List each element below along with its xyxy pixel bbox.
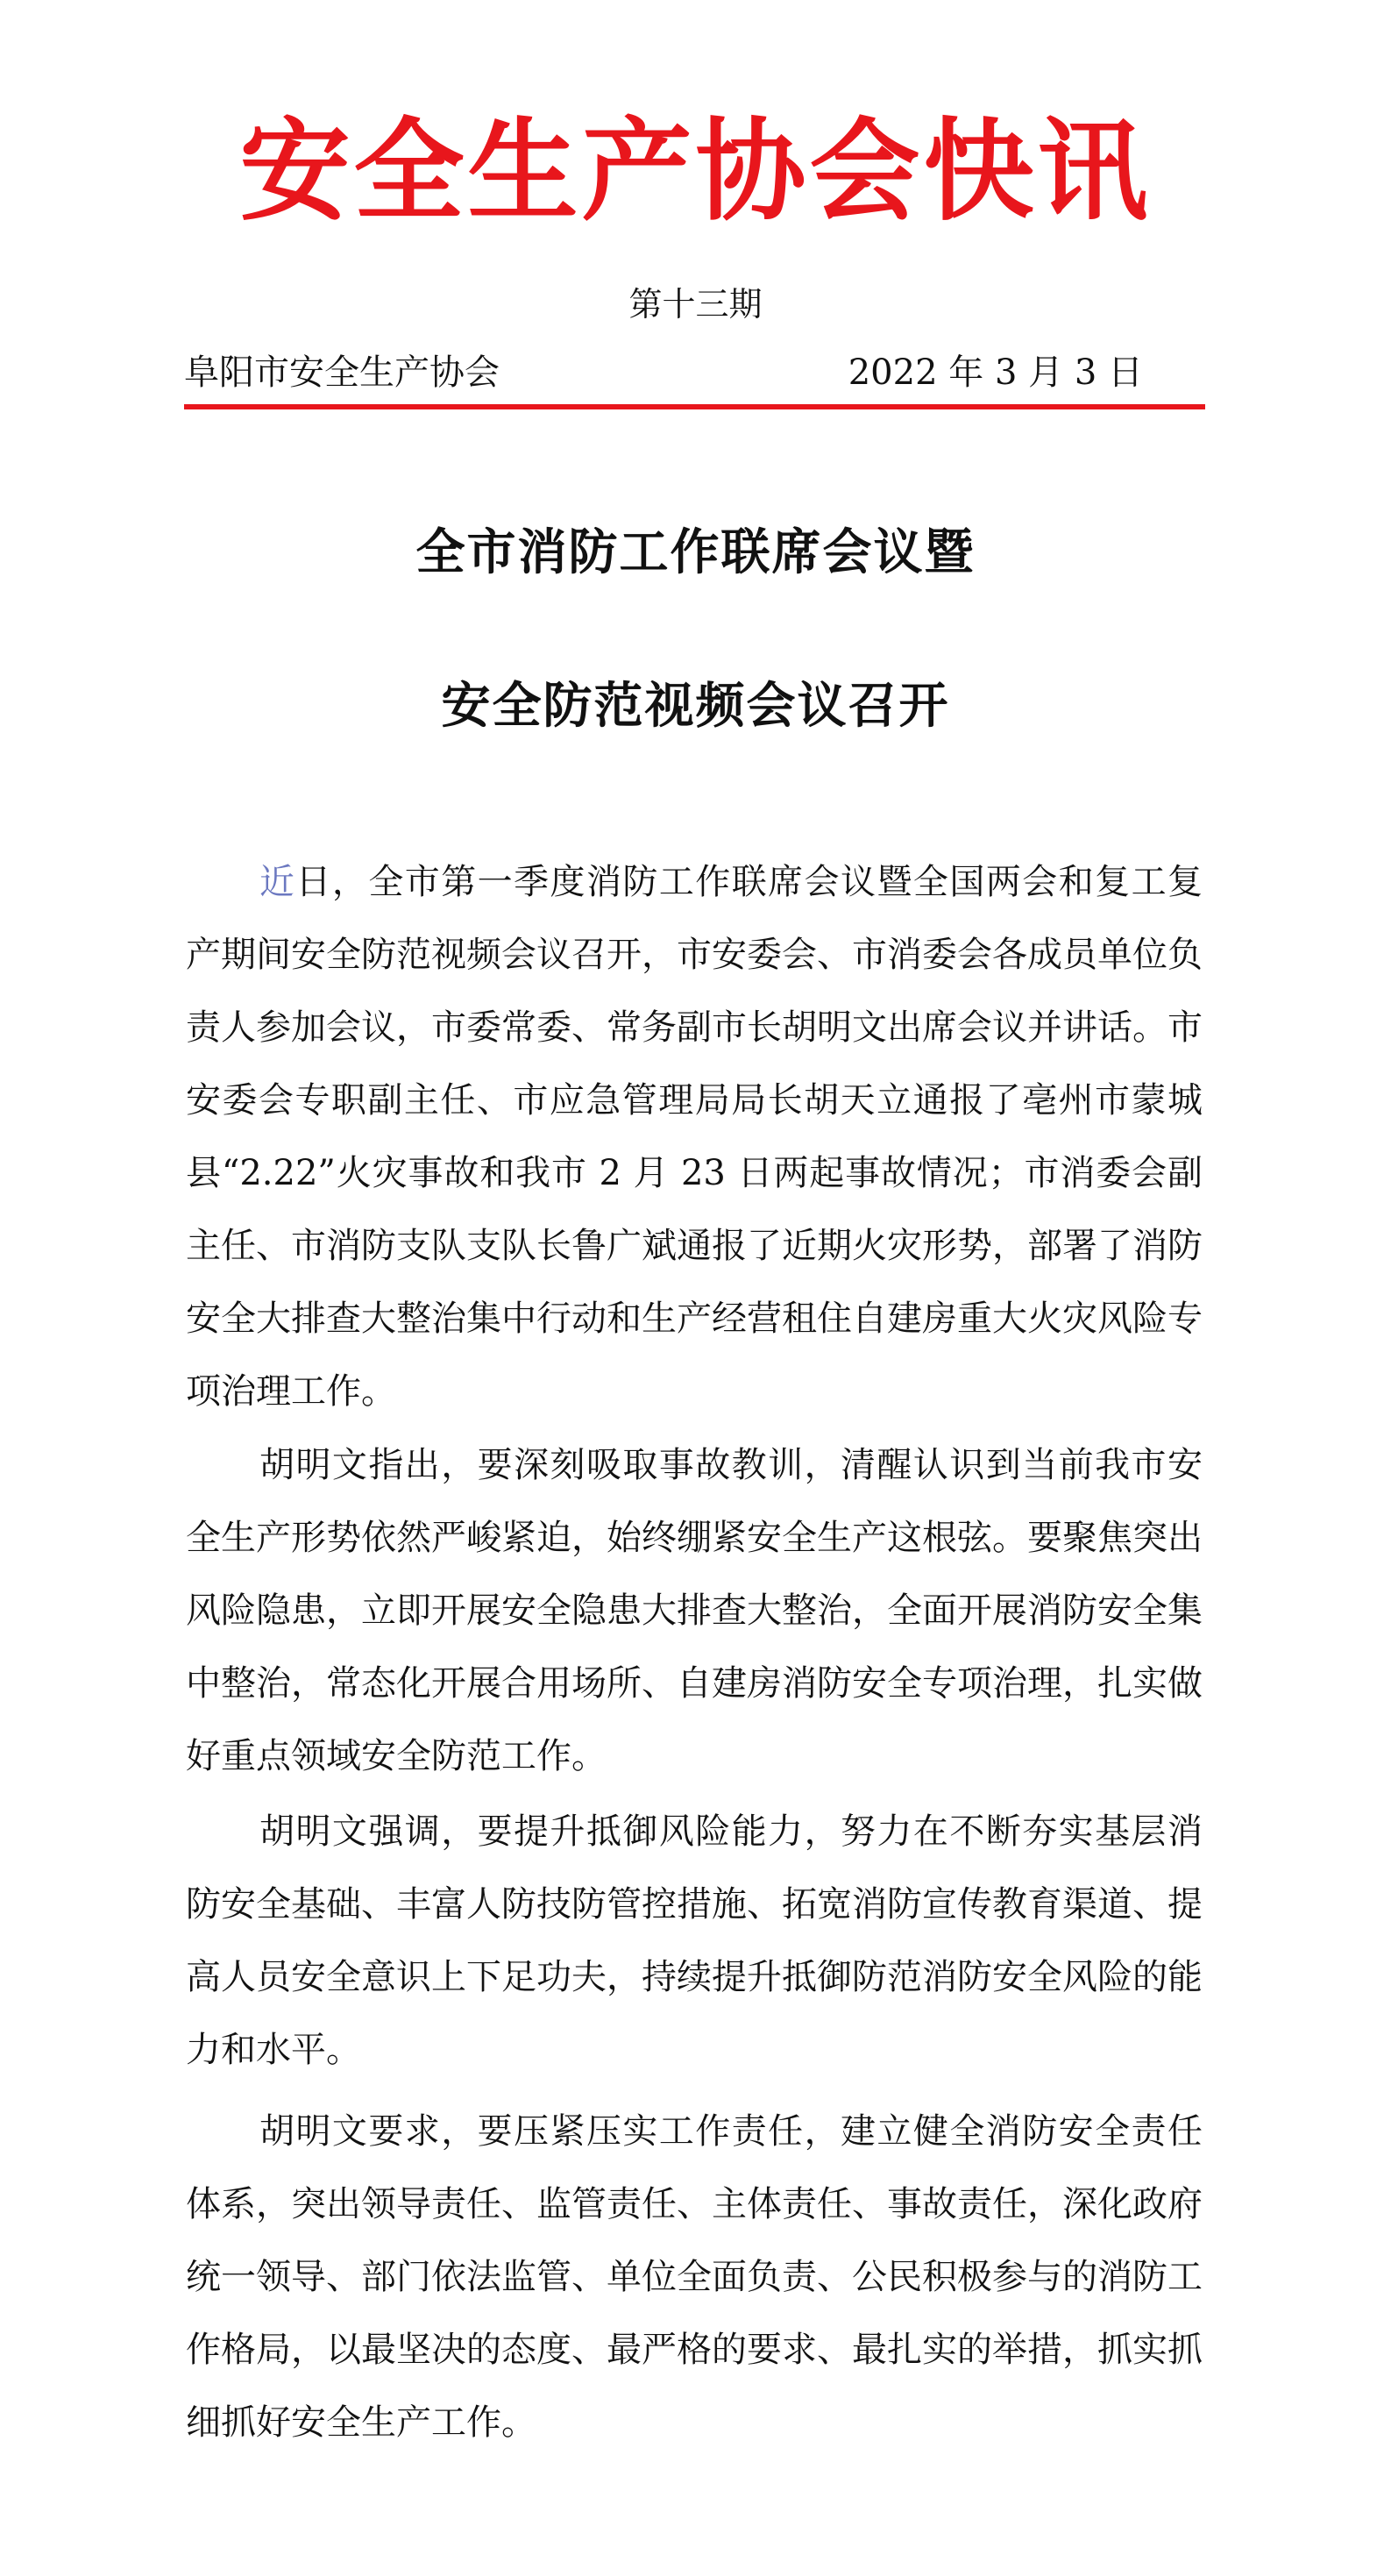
paragraph-1-first-char: 近 xyxy=(259,862,296,902)
publish-date: 2022 年 3 月 3 日 xyxy=(848,352,1143,393)
organization-name: 阜阳市安全生产协会 xyxy=(184,352,500,393)
article-paragraph-1 xyxy=(186,846,1203,1428)
article-paragraph-4: 胡明文要求，要压紧压实工作责任，建立健全消防安全责任体系，突出领导责任、监管责任、主体责任、事故责任，深化政府统一领导、部门依法监管、单位全面负责、公民积极参与的消防工作格局，以最坚决的态度、最严格的要求、最扎实的举措，抓实抓细抓好安全生产工作。 xyxy=(186,2111,1203,2443)
masthead-title: 安全生产协会快讯 xyxy=(239,106,1152,236)
header-meta-row xyxy=(184,346,1162,399)
article-paragraph-3: 胡明文强调，要提升抵御风险能力，努力在不断夯实基层消防安全基础、丰富人防技防管控措施、拓宽消防宣传教育渠道、提高人员安全意识上下足功夫，持续提升抵御防范消防安全风险的能力和水平。 xyxy=(186,1811,1203,2070)
paragraph-1-text: 日，全市第一季度消防工作联席会议暨全国两会和复工复产期间安全防范视频会议召开，市安委会、市消委会各成员单位负责人参加会议，市委常委、常务副市长胡明文出席会议并讲话。市安委会专职副主任、市应急管理局局长胡天立通报了亳州市蒙城县“2.22”火灾事故和我市 2 月 23 日两起事故情况；市消委会副主任、市消防支队支队长鲁广斌通报了近期火灾形势，部署了消防安全大排查大整治集中行动和生产经营租住自建房重大火灾风险专项治理工作。 xyxy=(186,862,1203,1412)
header-divider xyxy=(184,404,1205,409)
article-paragraph-2: 胡明文指出，要深刻吸取事故教训，清醒认识到当前我市安全生产形势依然严峻紧迫，始终绷紧安全生产这根弦。要聚焦突出风险隐患，立即开展安全隐患大排查大整治，全面开展消防安全集中整治，常态化开展合用场所、自建房消防安全专项治理，扎实做好重点领域安全防范工作。 xyxy=(186,1445,1203,1776)
article-title-line-2: 安全防范视频会议召开 xyxy=(441,677,950,735)
article-title-line-1: 全市消防工作联席会议暨 xyxy=(415,523,976,581)
issue-number: 第十三期 xyxy=(628,285,763,324)
